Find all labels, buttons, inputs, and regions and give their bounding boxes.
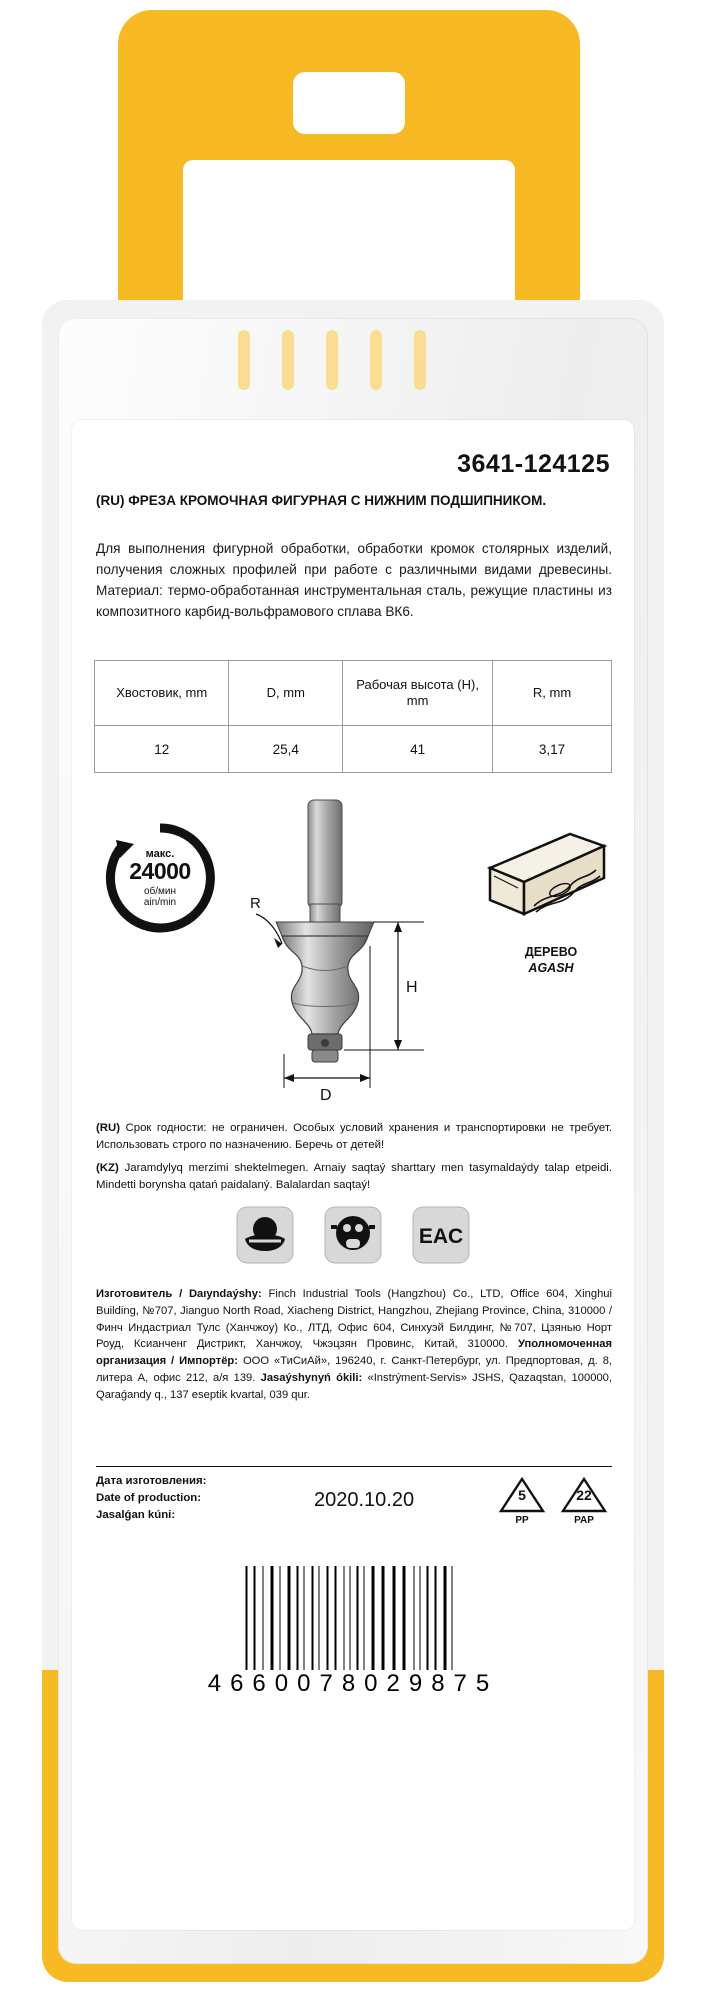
production-date-labels xyxy=(96,1473,206,1524)
production-date-block xyxy=(96,1466,612,1537)
svg-text:H: H xyxy=(406,979,418,996)
recycling-caption-pap: PAP xyxy=(574,1515,594,1526)
note-kz-text: Jaramdylyq merzimi shektelmegen. Arnaiy saqtaý sharttary men tasymaldaýdy talap etpeidi. Mindetti borynsha qatań paidalaný. Balalardan saqtaý! xyxy=(96,1162,612,1191)
svg-text:D: D xyxy=(320,1087,332,1104)
sku-code: 3641-124125 xyxy=(457,450,610,478)
importer-text: ООО «ТиСиАй», 196240, г. Санкт-Петербург, ул. Предпортовая, д. 8, литера А, офис 212, а/я 139. xyxy=(96,1355,613,1384)
note-kz xyxy=(96,1160,612,1193)
safety-pictograms xyxy=(72,1196,634,1274)
rpm-value: 24000 xyxy=(129,857,191,884)
barcode-block xyxy=(72,1566,634,1706)
recycling-caption-pp: PP xyxy=(515,1515,529,1526)
svg-text:R: R xyxy=(250,895,261,912)
barcode-number: 4660078029875 xyxy=(207,1670,499,1697)
recycling-code-pp: 5 xyxy=(518,1487,526,1503)
table-header-row xyxy=(95,661,612,726)
column-header-height: Рабочая высота (H), mm xyxy=(343,661,493,726)
shell-rib xyxy=(282,330,294,390)
shell-rib xyxy=(414,330,426,390)
recycling-mark-pap xyxy=(560,1475,608,1533)
column-header-shank: Хвостовик, mm xyxy=(95,661,229,726)
manufacturer-text: Finch Industrial Tools (Hangzhou) Co., LTD, Office 604, Xinghui Building, №707, Jianguo North Road, Xiacheng District, Hangzhou, Zhejiang Province, China, 310000 / Финч Индастриал Тулс (Ханчжоу) Ко., ЛТД, Офис 604, Синхуэй Билдинг, №707, Цзянью Норт Роуд, Ксианченг Дистрикт, Ханчжоу, Чжэцзян Провинс, Китай, 310000. xyxy=(96,1288,612,1351)
importer-kz-text: «Instrýment-Servis» JSHS, Qazaqstan, 100000, Qaraǵandy q., 137 eseptik kvartal, 039 qur. xyxy=(96,1371,612,1401)
column-header-diameter: D, mm xyxy=(229,661,343,726)
product-diagram xyxy=(72,792,634,1122)
specifications-table xyxy=(94,660,612,773)
note-ru xyxy=(96,1120,612,1153)
shell-rib xyxy=(370,330,382,390)
note-ru-lang: (RU) xyxy=(96,1122,121,1134)
note-ru-text: Срок годности: не ограничен. Особых условий хранения и транспортировки не требует. Использовать строго по назначению. Беречь от детей! xyxy=(96,1122,612,1151)
column-header-radius: R, mm xyxy=(493,661,612,726)
material-ru: ДЕРЕВО xyxy=(524,945,578,959)
rpm-units-ru: об/мин xyxy=(143,885,177,897)
svg-text:EAC: EAC xyxy=(418,1225,464,1248)
importer-kz-label: Jasaýshynyń ókili: xyxy=(260,1371,363,1384)
production-date-value: 2020.10.20 xyxy=(314,1489,415,1511)
hanger-hole xyxy=(293,72,405,134)
shell-rib xyxy=(238,330,250,390)
product-title: (RU) ФРЕЗА КРОМОЧНАЯ ФИГУРНАЯ С НИЖНИМ ПОДШИПНИКОМ. xyxy=(96,493,547,508)
eye-protection-icon xyxy=(235,1205,295,1265)
rpm-units xyxy=(144,886,176,909)
storage-notes xyxy=(96,1120,612,1200)
router-bit-drawing xyxy=(248,796,508,1116)
shell-rib xyxy=(326,330,338,390)
date-label-en: Date of production: xyxy=(96,1492,202,1505)
recycling-code-pap: 22 xyxy=(576,1487,592,1503)
rpm-badge xyxy=(102,820,218,936)
recycling-marks xyxy=(498,1475,608,1533)
manufacturer-label: Изготовитель / Daıyndaýshy: xyxy=(96,1288,262,1300)
cell-shank: 12 xyxy=(95,726,229,773)
recycling-mark-pp xyxy=(498,1475,546,1533)
product-description: Для выполнения фигурной обработки, обработки кромок столярных изделий, получения сложных профилей при работе с различными видами древесины. Материал: термо-обработанная инструментальная сталь, режущие пластины из композитного карбид-вольфрамового сплава ВК6. xyxy=(96,541,612,620)
barcode-bars xyxy=(246,1566,461,1670)
rpm-units-kz: ain/min xyxy=(143,897,177,908)
product-label-card xyxy=(72,420,634,1930)
cell-height: 41 xyxy=(343,726,493,773)
rpm-max-label: макс. xyxy=(145,847,175,860)
cell-diameter: 25,4 xyxy=(229,726,343,773)
importer-label: Уполномоченная организация / Импортёр: xyxy=(96,1338,612,1368)
package-hanger xyxy=(118,10,580,340)
table-row xyxy=(95,726,612,773)
material-kz: AGASH xyxy=(528,961,574,976)
note-kz-lang: (KZ) xyxy=(96,1162,119,1175)
date-label-ru: Дата изготовления: xyxy=(96,1475,207,1487)
respirator-icon xyxy=(323,1205,383,1265)
manufacturer-block xyxy=(96,1286,612,1404)
rpm-text xyxy=(102,820,218,936)
cell-radius: 3,17 xyxy=(493,726,612,773)
eac-mark-icon xyxy=(411,1205,471,1265)
date-label-kz: Jasalǵan kúni: xyxy=(96,1509,176,1522)
